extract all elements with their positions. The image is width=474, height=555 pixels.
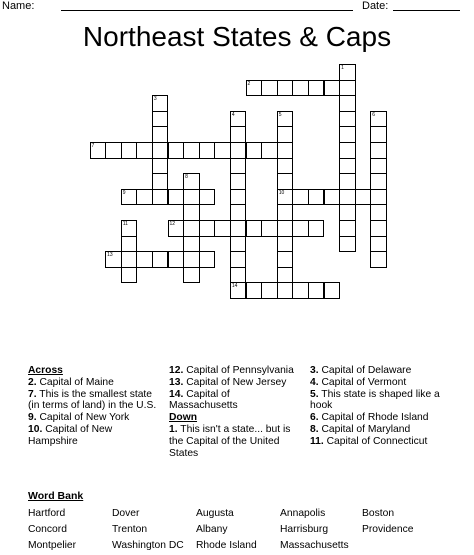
grid-cell [121, 220, 138, 237]
grid-cell [121, 142, 138, 159]
grid-clue-number: 14 [231, 283, 238, 290]
grid-cell [370, 251, 387, 268]
grid-cell [152, 251, 169, 268]
grid-cell [168, 189, 185, 206]
grid-cell [230, 158, 247, 175]
grid-cell [261, 80, 278, 97]
grid-cell [230, 111, 247, 128]
grid-cell [370, 236, 387, 253]
word-bank-item: Augusta [196, 508, 234, 519]
across-heading: Across [28, 365, 63, 376]
word-bank-item: Dover [112, 508, 140, 519]
word-bank-item: Hartford [28, 508, 66, 519]
grid-cell [230, 220, 247, 237]
grid-cell [277, 126, 294, 143]
grid-cell [370, 158, 387, 175]
clue-down-3: 3. Capital of Delaware [310, 365, 412, 376]
grid-cell [292, 220, 309, 237]
grid-cell [370, 189, 387, 206]
grid-cell [152, 189, 169, 206]
grid-cell [121, 267, 138, 284]
grid-cell [370, 142, 387, 159]
clues-col2 [169, 365, 301, 459]
grid-cell [183, 251, 200, 268]
word-bank-heading: Word Bank [28, 490, 84, 502]
grid-cell [90, 142, 107, 159]
grid-cell [308, 80, 325, 97]
grid-clue-number: 7 [91, 143, 95, 149]
grid-cell [370, 111, 387, 128]
clue-across-13: 13. Capital of New Jersey [169, 376, 287, 388]
grid-cell [324, 282, 341, 299]
grid-cell [121, 251, 138, 268]
grid-cell [152, 142, 169, 159]
grid-cell [105, 251, 122, 268]
grid-cell [339, 142, 356, 159]
grid-cell [246, 220, 263, 237]
grid-cell [199, 142, 216, 159]
grid-cell [199, 251, 216, 268]
grid-cell [277, 189, 294, 206]
down-clues-col3 [310, 365, 460, 448]
grid-cell [370, 220, 387, 237]
word-bank-item: Providence [362, 524, 414, 535]
grid-cell [277, 173, 294, 190]
grid-cell [339, 80, 356, 97]
grid-cell [183, 236, 200, 253]
grid-cell [324, 189, 341, 206]
grid-clue-number: 2 [247, 80, 251, 87]
word-bank-item: Montpelier [28, 540, 77, 551]
grid-cell [199, 189, 216, 206]
clue-down-4: 4. Capital of Vermont [310, 376, 407, 388]
grid-cell [339, 220, 356, 237]
clue-down-1: 1. This isn't a state... but is the Capital of the United States [169, 423, 291, 459]
grid-cell [168, 220, 185, 237]
word-bank-item: Boston [362, 508, 395, 519]
grid-cell [339, 126, 356, 143]
clue-across-7: 7. This is the smallest state (in terms of land) in the U.S. [28, 388, 157, 412]
clue-down-8: 8. Capital of Maryland [310, 423, 411, 435]
grid-cell [136, 189, 153, 206]
grid-cell [277, 282, 294, 299]
grid-cell [277, 236, 294, 253]
grid-clue-number: 5 [278, 111, 282, 118]
grid-clue-number: 11 [122, 221, 128, 227]
grid-cell [246, 80, 263, 97]
grid-cell [277, 111, 294, 128]
grid-cell [292, 282, 309, 299]
grid-cell [339, 95, 356, 112]
clue-down-11: 11. Capital of Connecticut [310, 435, 428, 447]
grid-cell [261, 282, 278, 299]
word-bank-item: Harrisburg [280, 524, 329, 535]
word-bank-item: Massachusetts [280, 540, 349, 551]
grid-clue-number: 10 [278, 189, 285, 196]
grid-cell [339, 173, 356, 190]
grid-cell [261, 220, 278, 237]
word-bank-item: Washington DC [112, 540, 184, 551]
grid-cell [370, 204, 387, 221]
grid-cell [214, 142, 231, 159]
grid-cell [277, 142, 294, 159]
clue-down-6: 6. Capital of Rhode Island [310, 412, 429, 424]
grid-clue-number: 3 [153, 96, 157, 103]
grid-clue-number: 4 [231, 111, 235, 118]
grid-cell [152, 126, 169, 143]
grid-cell [183, 267, 200, 284]
grid-clue-number: 1 [341, 65, 344, 71]
grid-cell [152, 95, 169, 112]
clue-down-5: 5. This state is shaped like a hook [310, 388, 440, 412]
grid-cell [230, 204, 247, 221]
grid-clue-number: 13 [107, 252, 113, 259]
grid-cell [308, 220, 325, 237]
grid-cell [292, 189, 309, 206]
clue-across-9: 9. Capital of New York [28, 412, 130, 424]
down-heading: Down [169, 412, 198, 424]
grid-cell [105, 142, 122, 159]
grid-cell [230, 236, 247, 253]
grid-cell [339, 236, 356, 253]
name-label: Name: [2, 0, 35, 12]
grid-cell [339, 64, 356, 81]
grid-cell [339, 204, 356, 221]
grid-cell [199, 220, 216, 237]
clue-across-2: 2. Capital of Maine [28, 376, 114, 388]
grid-cell [230, 173, 247, 190]
grid-cell [308, 282, 325, 299]
grid-cell [246, 142, 263, 159]
word-bank-item: Concord [28, 524, 67, 535]
word-bank-item: Rhode Island [196, 540, 257, 551]
grid-cell [230, 189, 247, 206]
grid-cell [355, 189, 372, 206]
grid-cell [230, 267, 247, 284]
grid-cell [277, 220, 294, 237]
grid-clue-number: 9 [122, 189, 126, 196]
grid-clue-number: 8 [185, 174, 188, 181]
clue-across-14: 14. Capital of Massachusetts [169, 388, 238, 412]
grid-cell [168, 142, 185, 159]
grid-cell [277, 251, 294, 268]
across-clues-col1 [28, 365, 164, 448]
grid-cell [183, 189, 200, 206]
grid-cell [339, 111, 356, 128]
grid-cell [277, 204, 294, 221]
grid-cell [183, 173, 200, 190]
grid-cell [277, 80, 294, 97]
clue-across-12: 12. Capital of Pennsylvania [169, 365, 294, 376]
grid-cell [230, 282, 247, 299]
grid-cell [277, 158, 294, 175]
grid-cell [277, 267, 294, 284]
grid-cell [370, 173, 387, 190]
word-bank-item: Trenton [112, 524, 148, 535]
grid-cell [339, 158, 356, 175]
grid-cell [183, 220, 200, 237]
grid-cell [292, 80, 309, 97]
clue-across-10: 10. Capital of New Hampshire [28, 423, 113, 447]
grid-cell [370, 126, 387, 143]
grid-cell [230, 126, 247, 143]
grid-cell [230, 251, 247, 268]
word-bank-item: Annapolis [280, 508, 326, 519]
grid-cell [246, 282, 263, 299]
grid-cell [324, 80, 341, 97]
word-bank-item: Albany [196, 524, 228, 535]
grid-cell [183, 142, 200, 159]
grid-cell [308, 189, 325, 206]
grid-cell [136, 251, 153, 268]
grid-clue-number: 12 [169, 221, 176, 227]
grid-cell [168, 251, 185, 268]
grid-cell [230, 142, 247, 159]
grid-cell [214, 220, 231, 237]
grid-cell [339, 189, 356, 206]
grid-cell [183, 204, 200, 221]
grid-cell [136, 142, 153, 159]
grid-cell [261, 142, 278, 159]
grid-cell [121, 236, 138, 253]
grid-cell [152, 111, 169, 128]
grid-cell [152, 158, 169, 175]
grid-cell [121, 189, 138, 206]
grid-clue-number: 6 [372, 111, 376, 118]
date-label: Date: [362, 0, 389, 12]
page-title: Northeast States & Caps [82, 21, 392, 52]
grid-cell [152, 173, 169, 190]
